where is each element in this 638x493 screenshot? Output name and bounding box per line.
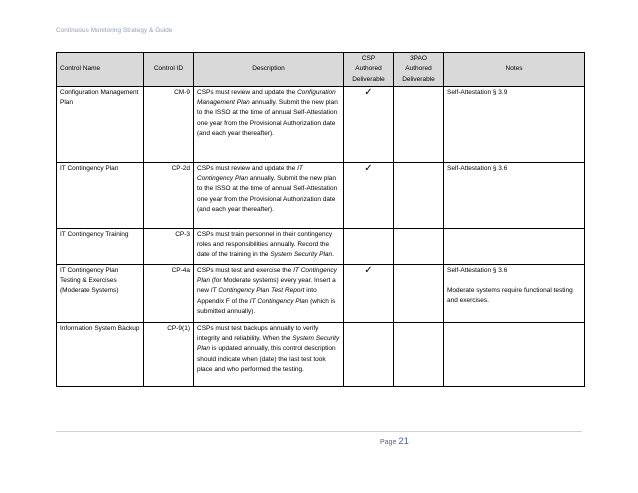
header-description: Description (194, 53, 344, 87)
header-csp-line2: Authored (355, 65, 382, 73)
control-name-cell: Configuration Management Plan (57, 87, 144, 163)
continuous-monitoring-table (56, 52, 585, 387)
notes-cell: Self-Attestation § 3.6 (444, 163, 585, 229)
page-label: Page (380, 439, 397, 446)
header-csp-line1: CSP (361, 55, 376, 62)
notes-cell (444, 229, 585, 265)
table-header-row (57, 53, 585, 87)
control-name-cell: IT Contingency Plan (57, 163, 144, 229)
csp-deliverable-cell (344, 323, 394, 387)
control-name-cell: IT Contingency Plan Testing & Exercises (Moderate Systems) (57, 265, 144, 323)
description-cell: CSPs must test and exercise the IT Contingency Plan (for Moderate systems) every year. Insert a new IT Contingency Plan Test Report into Appendix F of the IT Contingency Plan (which is submitted annually). (194, 265, 344, 323)
running-header: Continuous Monitoring Strategy & Guide (56, 27, 173, 34)
control-id-cell: CP-9(1) (144, 323, 194, 387)
header-3pao-deliverable (394, 53, 444, 87)
header-3pao-line3: Deliverable (402, 75, 435, 83)
control-id-cell: CM-9 (144, 87, 194, 163)
control-id-cell: CP-4a (144, 265, 194, 323)
control-name-cell: Information System Backup (57, 323, 144, 387)
header-csp-deliverable (344, 53, 394, 87)
header-notes: Notes (444, 53, 585, 87)
description-cell: CSPs must review and update the IT Contingency Plan annually. Submit the new plan to the ISSO at the time of annual Self-Attestation one year from the Provisional Authorization date (and each year thereafter). (194, 163, 344, 229)
description-cell: CSPs must test backups annually to verify integrity and reliability. When the System Security Plan is updated annually, this control description should indicate when (date) the last test took place and who performed the testing. (194, 323, 344, 387)
notes-cell (444, 323, 585, 387)
control-id-cell: CP-2d (144, 163, 194, 229)
3pao-deliverable-cell (394, 163, 444, 229)
description-cell: CSPs must review and update the Configuration Management Plan annually. Submit the new plan to the ISSO at the time of annual Self-Attestation one year from the Provisional Authorization date (and each year thereafter). (194, 87, 344, 163)
table-row (57, 87, 585, 163)
3pao-deliverable-cell (394, 323, 444, 387)
control-name-cell: IT Contingency Training (57, 229, 144, 265)
header-control-name: Control Name (57, 53, 144, 87)
header-3pao-line2: Authored (405, 65, 432, 73)
csp-deliverable-cell (344, 229, 394, 265)
csp-deliverable-checkmark-icon: ✓ (344, 163, 394, 229)
notes-cell: Self-Attestation § 3.6 Moderate systems require functional testing and exercises. (444, 265, 585, 323)
control-id-cell: CP-3 (144, 229, 194, 265)
table-row (57, 323, 585, 387)
header-csp-line3: Deliverable (352, 75, 385, 83)
header-3pao-line1: 3PAO (410, 55, 427, 62)
footer-divider (56, 431, 582, 432)
notes-cell: Self-Attestation § 3.9 (444, 87, 585, 163)
csp-deliverable-checkmark-icon: ✓ (344, 87, 394, 163)
3pao-deliverable-cell (394, 265, 444, 323)
description-cell: CSPs must train personnel in their contingency roles and responsibilities annually. Record the date of the training in the System Security Plan. (194, 229, 344, 265)
table-row (57, 163, 585, 229)
3pao-deliverable-cell (394, 87, 444, 163)
table-row (57, 265, 585, 323)
page-number-value: 21 (398, 436, 409, 447)
table-row (57, 229, 585, 265)
header-control-id: Control ID (144, 53, 194, 87)
csp-deliverable-checkmark-icon: ✓ (344, 265, 394, 323)
page-number (380, 436, 409, 447)
3pao-deliverable-cell (394, 229, 444, 265)
